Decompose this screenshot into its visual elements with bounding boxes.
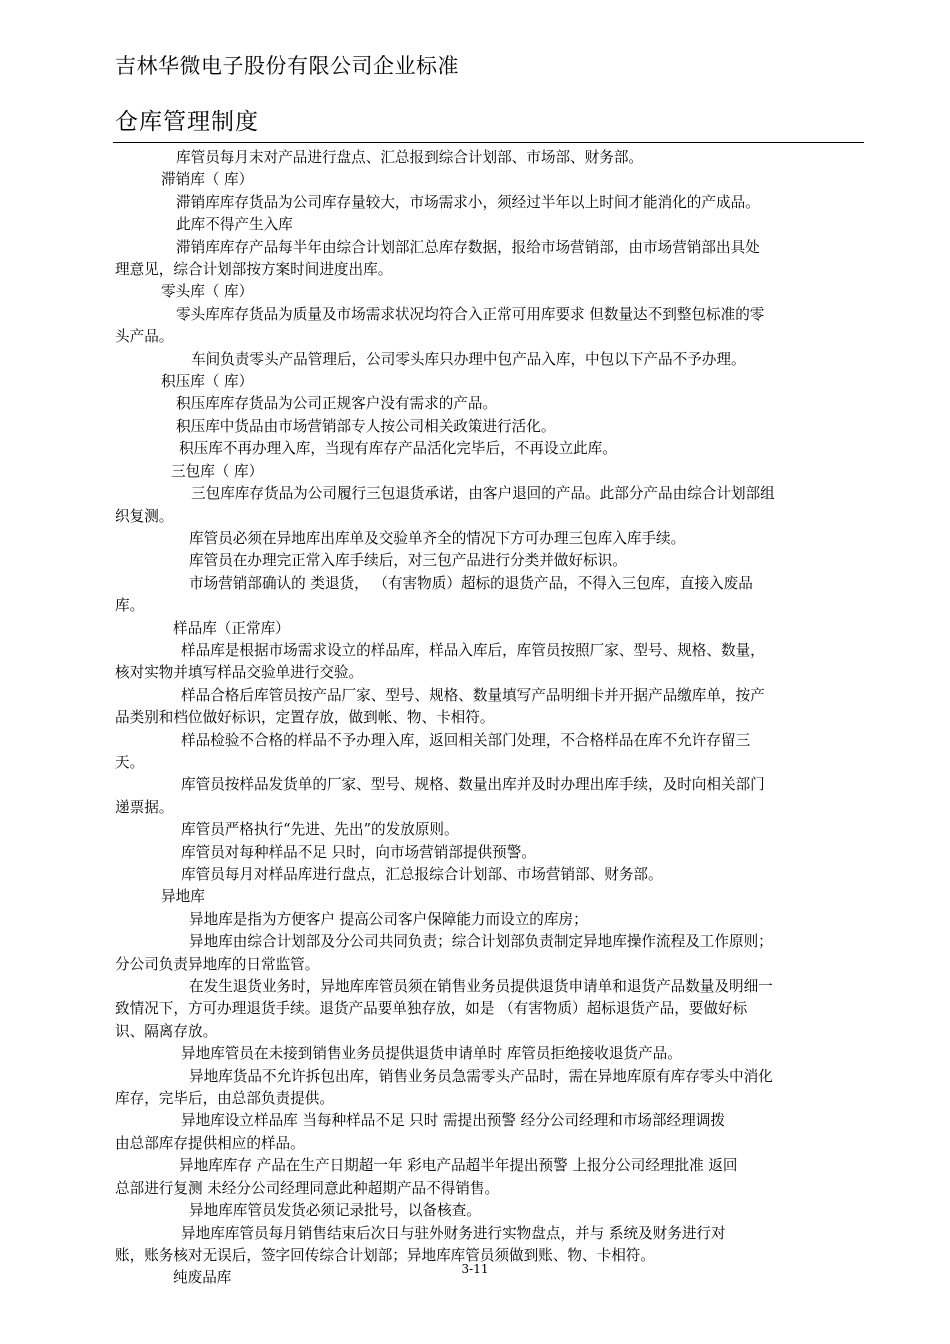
body-line: 理意见，综合计划部按方案时间进度出库。	[115, 261, 393, 279]
body-line: 天。	[115, 753, 145, 771]
document-title: 仓库管理制度	[115, 109, 259, 135]
document-body	[115, 147, 861, 1290]
body-line: 递票据。	[115, 798, 174, 816]
body-line: 滞销库库存货品为公司库存量较大，市场需求小，须经过半年以上时间才能消化的产成品。	[176, 193, 760, 211]
body-line: 异地库库管员每月销售结束后次日与驻外财务进行实物盘点，并与 系统及财务进行对	[181, 1224, 726, 1242]
company-name: 吉林华微电子股份有限公司企业标准	[115, 54, 459, 78]
body-line: 品类别和档位做好标识，定置存放，做到帐、物、卡相符。	[115, 709, 495, 727]
body-line: 由总部库存提供相应的样品。	[115, 1134, 305, 1152]
body-line: 在发生退货业务时，异地库库管员须在销售业务员提供退货申请单和退货产品数量及明细一	[189, 978, 773, 996]
section-heading-odd-lot: 零头库（ 库）	[161, 283, 254, 301]
body-line: 此库不得产生入库	[176, 216, 293, 234]
body-line: 零头库库存货品为质量及市场需求状况均符合入正常可用库要求 但数量达不到整包标准的零	[176, 305, 765, 323]
body-line: 车间负责零头产品管理后，公司零头库只办理中包产品入库，中包以下产品不予办理。	[191, 350, 746, 368]
body-line: 异地库设立样品库 当每种样品不足 只时 需提出预警 经分公司经理和市场部经理调拨	[181, 1112, 725, 1130]
section-heading-sample: 样品库（正常库）	[173, 619, 290, 637]
body-line: 库管员对每种样品不足 只时，向市场营销部提供预警。	[181, 843, 536, 861]
body-line: 滞销库库存产品每半年由综合计划部汇总库存数据，报给市场营销部，由市场营销部出具处	[176, 238, 760, 256]
section-heading-scrap: 纯废品库	[173, 1269, 232, 1287]
body-line: 库存，完毕后，由总部负责提供。	[115, 1090, 334, 1108]
body-line: 总部进行复测 未经分公司经理同意此种超期产品不得销售。	[115, 1179, 500, 1197]
body-line: 积压库不再办理入库，当现有库存产品活化完毕后，不再设立此库。	[179, 440, 617, 458]
body-line: 库管员严格执行“先进、先出”的发放原则。	[181, 821, 459, 839]
body-line: 异地库库存 产品在生产日期超一年 彩电产品超半年提出预警 上报分公司经理批准 返回	[179, 1157, 738, 1175]
section-heading-overstock: 积压库（ 库）	[161, 373, 254, 391]
body-line: 三包库库存货品为公司履行三包退货承诺，由客户退回的产品。此部分产品由综合计划部组	[191, 485, 775, 503]
section-heading-three-guarantee: 三包库（ 库）	[171, 462, 264, 480]
body-line: 分公司负责异地库的日常监管。	[115, 955, 320, 973]
body-line: 库管员必须在异地库出库单及交验单齐全的情况下方可办理三包库入库手续。	[189, 529, 686, 547]
body-line: 异地库管员在未接到销售业务员提供退货申请单时 库管员拒绝接收退货产品。	[181, 1045, 682, 1063]
body-line: 库。	[115, 597, 145, 615]
body-line: 样品库是根据市场需求设立的样品库，样品入库后，库管员按照厂家、型号、规格、数量，	[181, 641, 765, 659]
body-line: 核对实物并填写样品交验单进行交验。	[115, 664, 364, 682]
body-line: 异地库由综合计划部及分公司共同负责；综合计划部负责制定异地库操作流程及工作原则；	[189, 933, 773, 951]
section-heading-remote: 异地库	[161, 888, 205, 906]
body-line: 异地库库管员发货必须记录批号，以备核查。	[189, 1202, 481, 1220]
body-line: 识、隔离存放。	[115, 1022, 218, 1040]
body-line: 账，账务核对无误后，签字回传综合计划部；异地库库管员须做到账、物、卡相符。	[115, 1246, 655, 1264]
body-line: 库管员每月对样品库进行盘点，汇总报综合计划部、市场营销部、财务部。	[181, 866, 663, 883]
body-line: 积压库库存货品为公司正规客户没有需求的产品。	[176, 395, 498, 413]
body-line: 积压库中货品由市场营销部专人按公司相关政策进行活化。	[176, 417, 556, 435]
section-heading-slow-moving: 滞销库（ 库）	[161, 171, 254, 189]
header-rule	[113, 142, 864, 143]
body-line: 库管员按样品发货单的厂家、型号、规格、数量出库并及时办理出库手续，及时向相关部门	[181, 776, 765, 794]
body-line: 异地库货品不允许拆包出库，销售业务员急需零头产品时，需在异地库原有库存零头中消化	[189, 1067, 773, 1085]
body-line: 库管员在办理完正常入库手续后，对三包产品进行分类并做好标识。	[189, 552, 627, 570]
body-line: 市场营销部确认的 类退货， （有害物质）超标的退货产品，不得入三包库，直接入废品	[189, 574, 753, 592]
body-line: 库管员每月末对产品进行盘点、汇总报到综合计划部、市场部、财务部。	[176, 149, 644, 166]
body-line: 样品合格后库管员按产品厂家、型号、规格、数量填写产品明细卡并开据产品缴库单，按产	[181, 686, 765, 704]
body-line: 异地库是指为方便客户 提高公司客户保障能力而设立的库房；	[189, 910, 588, 928]
body-line: 头产品。	[115, 328, 174, 346]
body-line: 织复测。	[115, 507, 174, 525]
body-line: 致情况下，方可办理退货手续。退货产品要单独存放，如是 （有害物质）超标退货产品，要做好标	[115, 1000, 748, 1018]
page-number: 3-11	[461, 1262, 489, 1276]
body-line: 样品检验不合格的样品不予办理入库，返回相关部门处理，不合格样品在库不允许存留三	[181, 731, 751, 749]
